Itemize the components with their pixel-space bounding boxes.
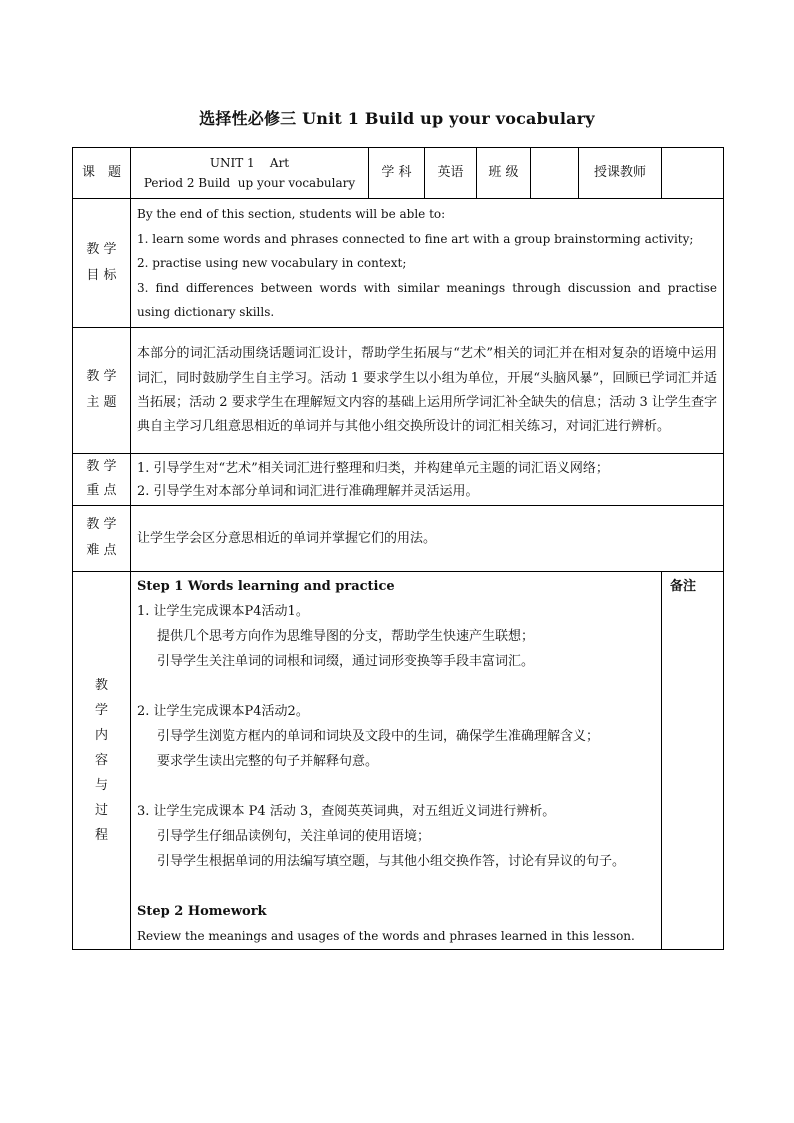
teacher-value: [662, 148, 724, 199]
process-label: [73, 571, 131, 949]
topic-label: 课 题: [81, 165, 121, 180]
subject-value: 英语: [425, 148, 477, 199]
objectives-row: [73, 199, 724, 328]
theme-label: [73, 327, 131, 453]
difficulty-content: 让学生学会区分意思相近的单词并掌握它们的用法。: [131, 505, 724, 571]
step-2-text: Review the meanings and usages of the words and phrases learned in this lesson.: [137, 928, 635, 943]
document-title: 选择性必修三 Unit 1 Build up your vocabulary: [199, 109, 595, 128]
objectives-label-line-1: 教 学: [86, 241, 117, 257]
key-point-item: 2. 引导学生对本部分单词和词汇进行准确理解并灵活运用。: [137, 483, 479, 499]
header-row: [73, 148, 724, 199]
theme-content: 本部分的词汇活动围绕话题词汇设计，帮助学生拓展与“艺术”相关的词汇并在相对复杂的语境中运用词汇，同时鼓励学生自主学习。活动 1 要求学生以小组为单位，开展“头脑风暴”，回顾已学词汇并适当拓展；活动 2 要求学生在理解短文内容的基础上运用所学词汇补全缺失的信息；活动 3 让学生查字典自主学习几组意思相近的单词并与其他小组交换所设计的词汇相关练习，对词汇进行辨析。: [131, 327, 724, 453]
objectives-intro: By the end of this section, students will be able to:: [137, 207, 446, 221]
activity-3-detail: 引导学生仔细品读例句，关注单词的使用语境；: [157, 828, 431, 844]
process-content: [131, 571, 662, 949]
process-label-char: 与: [94, 777, 108, 793]
theme-row: [73, 327, 724, 453]
teacher-label: 授课教师: [579, 148, 662, 199]
activity-3: 3. 让学生完成课本 P4 活动 3，查阅英英词典，对五组近义词进行辨析。: [137, 803, 556, 819]
process-label-char: 教: [94, 677, 108, 693]
difficulty-label-line-1: 教 学: [86, 517, 117, 533]
activity-2-detail: 引导学生浏览方框内的单词和词块及文段中的生词，确保学生准确理解含义；: [157, 728, 600, 744]
theme-label-line-1: 教 学: [86, 369, 117, 385]
key-points-label-line-2: 重 点: [86, 483, 117, 499]
activity-3-detail: 引导学生根据单词的用法编写填空题，与其他小组交换作答，讨论有异议的句子。: [157, 853, 626, 869]
difficulty-label: [73, 505, 131, 571]
topic-cell: [131, 148, 369, 199]
objectives-label: [73, 199, 131, 328]
activity-2: 2. 让学生完成课本P4活动2。: [137, 703, 309, 719]
notes-cell: [662, 571, 724, 949]
objectives-content: [131, 199, 724, 328]
objective-item: 1. learn some words and phrases connected to fine art with a group brainstorming activity;: [137, 231, 694, 246]
subject-label: 学 科: [369, 148, 425, 199]
key-point-item: 1. 引导学生对“艺术”相关词汇进行整理和归类，并构建单元主题的词汇语义网络；: [137, 460, 609, 476]
process-label-char: 学: [94, 702, 108, 718]
key-points-label: [73, 453, 131, 505]
key-points-row: [73, 453, 724, 505]
topic-label-cell: [73, 148, 131, 199]
step-1-title: Step 1 Words learning and practice: [137, 578, 395, 594]
activity-1-detail: 引导学生关注单词的词根和词缀，通过词形变换等手段丰富词汇。: [157, 653, 535, 669]
notes-label: 备注: [670, 578, 697, 594]
difficulty-label-line-2: 难 点: [86, 543, 117, 559]
step-2-title: Step 2 Homework: [137, 903, 267, 919]
theme-label-line-2: 主 题: [86, 395, 117, 411]
objectives-label-line-2: 目 标: [86, 267, 117, 283]
objective-item: 3. find differences between words with similar meanings through discussion and practise using dictionary skills.: [137, 280, 717, 320]
difficulty-row: [73, 505, 724, 571]
key-points-content: [131, 453, 724, 505]
topic-line-2: Period 2 Build up your vocabulary: [143, 176, 356, 190]
process-row: [73, 571, 724, 949]
class-label: 班 级: [477, 148, 531, 199]
process-label-char: 容: [94, 752, 108, 768]
process-label-char: 内: [94, 727, 108, 743]
key-points-label-line-1: 教 学: [86, 459, 117, 475]
topic-line-1: UNIT 1 Art: [209, 156, 290, 170]
class-value: [531, 148, 579, 199]
activity-1: 1. 让学生完成课本P4活动1。: [137, 603, 309, 619]
lesson-plan-table: [72, 147, 724, 950]
objective-item: 2. practise using new vocabulary in context;: [137, 256, 407, 271]
process-label-char: 过: [94, 802, 108, 818]
activity-1-detail: 提供几个思考方向作为思维导图的分支，帮助学生快速产生联想；: [157, 628, 535, 644]
activity-2-detail: 要求学生读出完整的句子并解释句意。: [157, 753, 379, 769]
process-label-char: 程: [94, 827, 108, 843]
